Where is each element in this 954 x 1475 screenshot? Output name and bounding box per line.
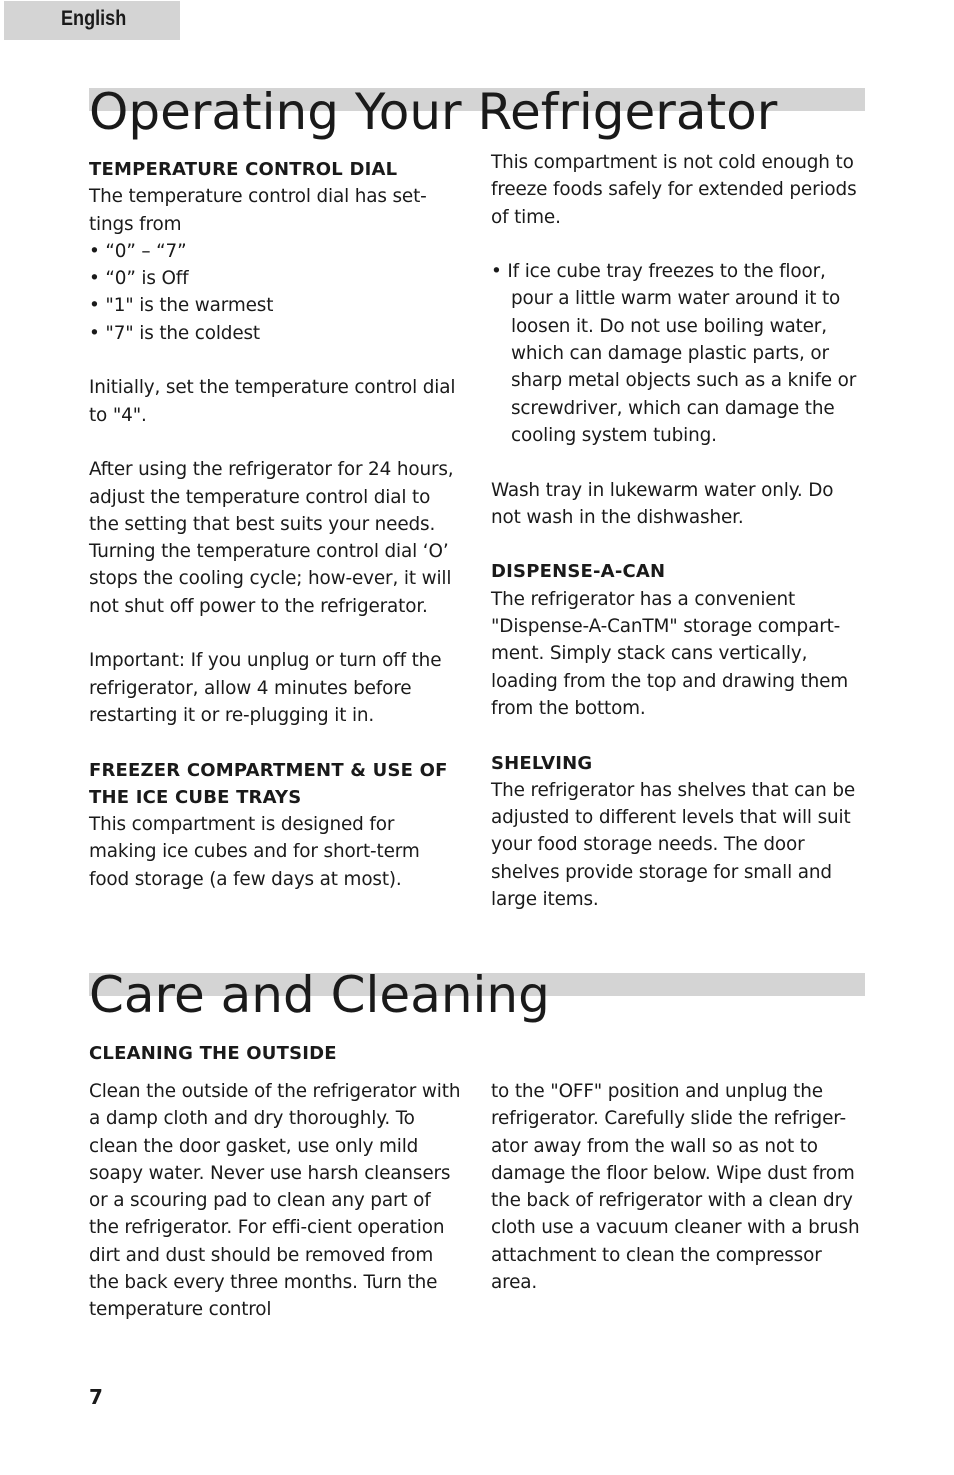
temp-dial-adjust-paragraph: After using the refrigerator for 24 hours, adjust the temperature control dial to the setting that best suits your needs. Turning the temperature control dial ‘O’ stops the cooling cycle; how-ever, it will not shut off power to the refrigerator. — [89, 459, 454, 617]
list-item: • "7" is the coldest — [89, 322, 260, 344]
list-item: • “0” – “7” — [89, 240, 187, 262]
temp-dial-important-paragraph: Important: If you unplug or turn off the refrigerator, allow 4 minutes before restarting it or re-plugging it in. — [89, 650, 442, 726]
temp-dial-heading: TEMPERATURE CONTROL DIAL — [89, 159, 398, 180]
temp-dial-intro: The temperature control dial has set-tings from — [89, 186, 427, 235]
list-item: • “0” is Off — [89, 268, 189, 290]
freezer-paragraph-2: This compartment is not cold enough to freeze foods safely for extended periods of time. — [491, 152, 857, 228]
cleaning-outside-heading: CLEANING THE OUTSIDE — [89, 1043, 337, 1064]
section-title-operating: Operating Your Refrigerator — [89, 83, 778, 141]
list-item: • "1" is the warmest — [89, 295, 274, 317]
care-right-column — [491, 1078, 863, 1296]
temp-dial-initial-paragraph: Initially, set the temperature control dial to "4". — [89, 377, 456, 426]
section-title-care: Care and Cleaning — [89, 966, 550, 1024]
cleaning-paragraph-right: to the "OFF" position and unplug the refrigerator. Carefully slide the refriger-ator away from the wall so as not to damage the floor below. Wipe dust from the back of refrigerator with a clean dry cloth use a vacuum cleaner with a brush attachment to clean the compressor area. — [491, 1081, 860, 1294]
cleaning-paragraph-left: Clean the outside of the refrigerator with a damp cloth and dry thoroughly. To clean the door gasket, use only mild soapy water. Never use harsh cleansers or a scouring pad to clean any part of the refrigerator. For effi-cient operation dirt and dust should be removed from the back every three months. Turn the temperature control — [89, 1081, 461, 1321]
language-tab — [4, 1, 180, 40]
care-heading-row — [89, 1040, 849, 1067]
shelving-heading: SHELVING — [491, 752, 593, 774]
language-label: English — [61, 7, 127, 30]
temp-dial-settings-list — [89, 238, 461, 347]
operating-left-column — [89, 156, 461, 893]
dispense-paragraph: The refrigerator has a convenient "Dispense-A-CanTM" storage compart-ment. Simply stack cans vertically, loading from the top and drawing them from the bottom. — [491, 588, 849, 719]
shelving-paragraph: The refrigerator has shelves that can be adjusted to different levels that will suit your food storage needs. The door shelves provide storage for small and large items. — [491, 779, 856, 911]
operating-right-column — [491, 149, 863, 913]
dispense-heading: DISPENSE-A-CAN — [491, 561, 666, 583]
freezer-paragraph-1: This compartment is designed for making ice cubes and for short-term food storage (a few days at most). — [89, 814, 420, 890]
care-left-column — [89, 1078, 461, 1324]
freezer-heading: FREEZER COMPARTMENT & USE OF THE ICE CUBE TRAYS — [89, 759, 448, 808]
list-item: • If ice cube tray freezes to the floor, pour a little warm water around it to loosen it. Do not use boiling water, which can damage plastic parts, or sharp metal objects such as a knife or screwdriver, which can damage the cooling system tubing. — [491, 261, 857, 446]
page-number: 7 — [89, 1385, 103, 1409]
freezer-wash-paragraph: Wash tray in lukewarm water only. Do not wash in the dishwasher. — [491, 479, 834, 528]
freezer-tips-list — [491, 258, 863, 449]
